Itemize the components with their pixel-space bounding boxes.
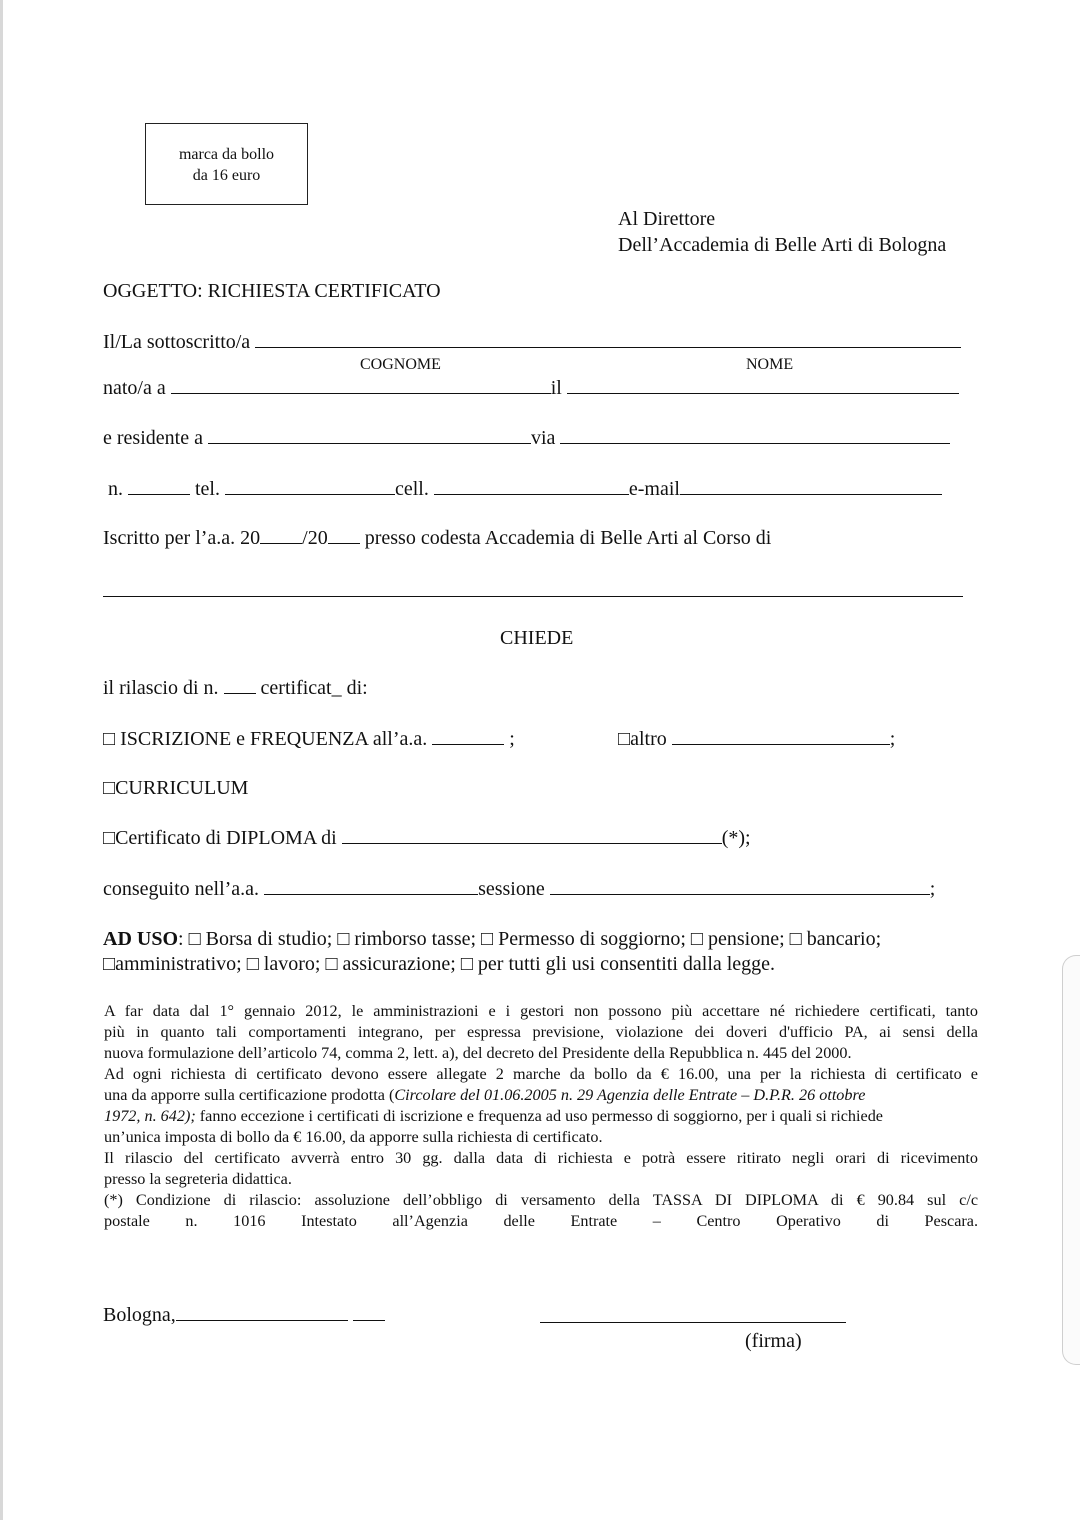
email-label: e-mail: [628, 478, 680, 500]
scroll-handle[interactable]: [1062, 955, 1080, 1365]
contacts-row: [108, 477, 942, 501]
place-label: Bologna,: [103, 1304, 176, 1326]
iscritto-label-a: Iscritto per l’a.a. 20: [103, 527, 261, 549]
birthplace-field[interactable]: [171, 376, 551, 394]
certificate-count-field[interactable]: [224, 676, 256, 694]
sessione-semicolon: ;: [929, 878, 936, 900]
diploma-option[interactable]: □Certificato di DIPLOMA di: [103, 827, 337, 849]
page-edge: [0, 0, 3, 1520]
note-p3-line2: presso la segreteria didattica.: [104, 1170, 292, 1188]
note-p2-line2: [104, 1085, 978, 1106]
sessione-field[interactable]: [550, 877, 930, 895]
diploma-row[interactable]: [103, 826, 751, 850]
note-p2-line2-b: Circolare del 01.06.2005 n. 29 Agenzia delle Entrate – D.P.R. 26 ottobre: [394, 1086, 866, 1104]
cell-label: cell.: [395, 478, 429, 500]
altro-semicolon: ;: [889, 728, 896, 750]
altro-option[interactable]: □altro: [618, 728, 667, 750]
note-p1-line3: nuova formulazione dell’articolo 74, comma 2, lett. a), del decreto del Presidente della Repubblica n. 445 del 2000.: [104, 1044, 852, 1062]
rilascio-row: [103, 676, 368, 700]
email-field[interactable]: [680, 477, 942, 495]
nome-caption: NOME: [746, 356, 794, 373]
altro-row[interactable]: [618, 727, 895, 751]
stamp-line-2: da 16 euro: [192, 167, 261, 184]
phone-field[interactable]: [225, 477, 395, 495]
conseguito-label: conseguito nell’a.a.: [103, 878, 260, 900]
signature-field[interactable]: [540, 1322, 846, 1323]
note-p1-line2: più in quanto tali comportamenti integrano, per espressa previsione, violazione dei doveri d'ufficio PA, ai sensi della: [104, 1023, 978, 1041]
n-label: n.: [108, 478, 123, 500]
uso-options-1[interactable]: : □ Borsa di studio; □ rimborso tasse; □ Permesso di soggiorno; □ pensione; □ bancario;: [178, 928, 882, 950]
iscrizione-year-field[interactable]: [432, 727, 504, 745]
sottoscritto-row: [103, 330, 961, 354]
house-number-field[interactable]: [128, 477, 190, 495]
note-p3-line1: Il rilascio del certificato avverrà entro 30 gg. dalla data di richiesta e potrà essere ritirato negli orari di ricevimento: [104, 1149, 978, 1167]
note-p2-line2-a: una da apporre sulla certificazione prodotta (: [104, 1086, 395, 1104]
tel-label: tel.: [195, 478, 220, 500]
via-label: via: [530, 427, 556, 449]
iscrizione-row[interactable]: [103, 727, 515, 751]
iscritto-row: [103, 526, 771, 550]
sessione-label: sessione: [478, 878, 545, 900]
note-p2-line3-b: fanno eccezione i certificati di iscrizione e frequenza ad uso permesso di soggiorno, per i quali si richiede: [195, 1107, 883, 1125]
iscritto-label-c: presso codesta Accademia di Belle Arti al Corso di: [364, 527, 772, 549]
note-p1-line1: A far data dal 1° gennaio 2012, le amministrazioni e i gestori non possono più accettare né richiedere certificati, tanto: [104, 1002, 978, 1020]
conseguito-year-field[interactable]: [264, 877, 478, 895]
altro-field[interactable]: [672, 727, 890, 745]
recipient-line-2: Dell’Accademia di Belle Arti di Bologna: [618, 234, 947, 256]
residence-field[interactable]: [208, 426, 531, 444]
place-date-row: [103, 1303, 385, 1327]
uso-options-2[interactable]: □amministrativo; □ lavoro; □ assicurazione; □ per tutti gli usi consentiti dalla legge.: [103, 953, 776, 975]
iscrizione-option[interactable]: □ ISCRIZIONE e FREQUENZA all’a.a.: [103, 728, 428, 750]
iscrizione-semicolon: ;: [509, 728, 515, 750]
nato-label: nato/a a: [103, 377, 166, 399]
note-p4-line2: postale n. 1016 Intestato all’Agenzia delle Entrate – Centro Operativo di Pescara.: [104, 1212, 978, 1230]
note-p2-line3-a: 1972, n. 642);: [104, 1107, 196, 1125]
uso-row-1[interactable]: [103, 927, 881, 951]
note-p4-line1: (*) Condizione di rilascio: assoluzione dell’obbligo di versamento della TASSA DI DIPLOMA di € 90.84 sul c/c: [104, 1191, 978, 1209]
signature-caption: (firma): [745, 1330, 802, 1352]
diploma-asterisk: (*);: [721, 827, 751, 849]
sottoscritto-label: Il/La sottoscritto/a: [103, 331, 251, 353]
name-field[interactable]: [255, 330, 961, 348]
revenue-stamp-box: [145, 123, 308, 205]
note-p2-line4: un’unica imposta di bollo da € 16.00, da apporre sulla richiesta di certificato.: [104, 1128, 603, 1146]
conseguito-row: [103, 877, 935, 901]
year-end-field[interactable]: [328, 526, 360, 544]
nato-row: [103, 376, 959, 400]
note-p2-line1: Ad ogni richiesta di certificato devono essere allegate 2 marche da bollo da € 16.00, una per la richiesta di certificato e: [104, 1065, 978, 1083]
stamp-line-1: marca da bollo: [178, 146, 275, 163]
mobile-field[interactable]: [434, 477, 629, 495]
year-start-field[interactable]: [260, 526, 302, 544]
il-label: il: [550, 377, 562, 399]
recipient-line-1: Al Direttore: [618, 208, 716, 230]
rilascio-label-b: certificat_ di:: [260, 677, 368, 699]
rilascio-label-a: il rilascio di n.: [103, 677, 219, 699]
iscritto-label-b: /20: [302, 527, 328, 549]
birthdate-field[interactable]: [567, 376, 959, 394]
street-field[interactable]: [560, 426, 950, 444]
date-field[interactable]: [176, 1303, 348, 1321]
residente-label: e residente a: [103, 427, 203, 449]
course-field[interactable]: [103, 596, 963, 597]
uso-label: AD USO: [103, 928, 179, 950]
year-suffix-field[interactable]: [353, 1303, 385, 1321]
chiede-heading: CHIEDE: [500, 627, 574, 649]
note-p2-line3: [104, 1106, 883, 1127]
curriculum-option[interactable]: □CURRICULUM: [103, 777, 249, 799]
residente-row: [103, 426, 950, 450]
subject-heading: OGGETTO: RICHIESTA CERTIFICATO: [103, 280, 441, 302]
cognome-caption: COGNOME: [360, 356, 441, 373]
diploma-field[interactable]: [342, 826, 722, 844]
